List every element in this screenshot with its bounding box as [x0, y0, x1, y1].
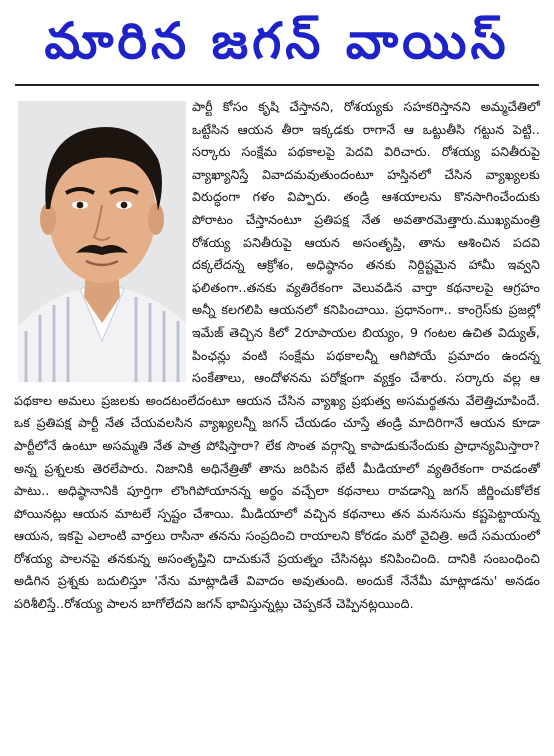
- article-body: [14, 96, 540, 616]
- article-text: పార్టీ కోసం కృషి చేస్తానని, రోశయ్యకు సహకరిస్తానని అమ్మచేతిలో ఒట్టేసిన ఆయన తీరా ఇక్కడకు రాగానే ఆ ఒట్టుతీసి గట్టున పెట్టి.. సర్కారు సంక్షేమ పథకాలపై పెదవి విరిచారు. రోశయ్య పనితీరుపై వ్యాఖ్యానిస్తే వివాదమవుతుందంటూ హస్తినలో చేసిన వ్యాఖ్యలకు విరుద్ధంగా గళం విప్పారు. తండ్రి ఆశయాలను కొనసాగించేందుకు పోరాటం చేస్తానంటూ ప్రతిపక్ష నేత అవతారమెత్తారు.ముఖ్యమంత్రి రోశయ్య పనితీరుపై ఆయన అసంతృప్తి, తాను ఆశించిన పదవి దక్కలేదన్న ఆక్రోశం, అధిష్ఠానం తనకు నిర్దిష్టమైన హామీ ఇవ్వని ఫలితంగా..తనకు వ్యతిరేకంగా వెలువడిన వార్తా కథనాలపై ఆగ్రహం అన్నీ కలగలిపి ఆయనలో కనిపించాయి. ప్రధానంగా.. కాంగ్రెస్‌కు ప్రజల్లో ఇమేజ్ తెచ్చిన కిలో 2రూపాయల బియ్యం, 9 గంటల ఉచిత విద్యుత్, పింఛన్లు వంటి సంక్షేమ పథకాలన్నీ ఆగిపోయే ప్రమాదం ఉందన్న సంకేతాలు, ఆందోళనను పరోక్షంగా వ్యక్తం చేశారు. సర్కారు వల్ల ఆ పథకాల అమలు ప్రజలకు అందటంలేదంటూ ఆయన చేసిన వ్యాఖ్య ప్రభుత్వ అసమర్థతను వేలెత్తిచూపిందే. ఒక ప్రతిపక్ష పార్టీ నేత చేయవలసిన వ్యాఖ్యలన్నీ జగన్ చేయడం చూస్తే తండ్రి మాదిరిగానే ఆయన కూడా పార్టీలోనే ఉంటూ అసమ్మతి నేత పాత్ర పోషిస్తారా? లేక సొంత వర్గాన్ని కాపాడుకునేందుకు ప్రాధాన్యమిస్తారా? అన్న ప్రశ్నలకు తెరలేపారు. నిజానికి అధినేత్రితో తాను జరిపిన భేటీ మీడియాలో వ్యతిరేకంగా రావడంతో పాటు.. అధిష్ఠానానికి పూర్తిగా లొంగిపోయానన్న అర్థం వచ్చేలా కథనాలు రావడాన్ని జగన్ జీర్ణించుకోలేక పోయినట్లు ఆయన మాటలే స్పష్టం చేశాయి. మీడియాలో వచ్చిన కథనాలు తన మనసును కష్టపెట్టాయన్న ఆయన, ఇకపై ఎలాంటి వార్తలు రాసినా తనను సంప్రదించి రాయాలని కోరడం మరో వైచిత్రి. అదే సమయంలో రోశయ్య పాలనపై తనకున్న అసంతృప్తిని దాచుకునే ప్రయత్నం చేసినట్లు కనిపించింది. దానికి సంబంధించి అడిగిన ప్రశ్నకు బదులిస్తూ 'నేను మాట్లాడితే వివాదం అవుతుంది. అందుకే నేనేమీ మాట్లాడను' అనడం పరిశీలిస్తే..రోశయ్య పాలన బాగోలేదని జగన్ భావిస్తున్నట్లు చెప్పకనే చెప్పినట్లయింది.: [14, 99, 540, 612]
- photo-space: [14, 96, 192, 386]
- headline: మారిన జగన్ వాయిస్: [44, 12, 510, 70]
- headline-rule: [15, 84, 539, 86]
